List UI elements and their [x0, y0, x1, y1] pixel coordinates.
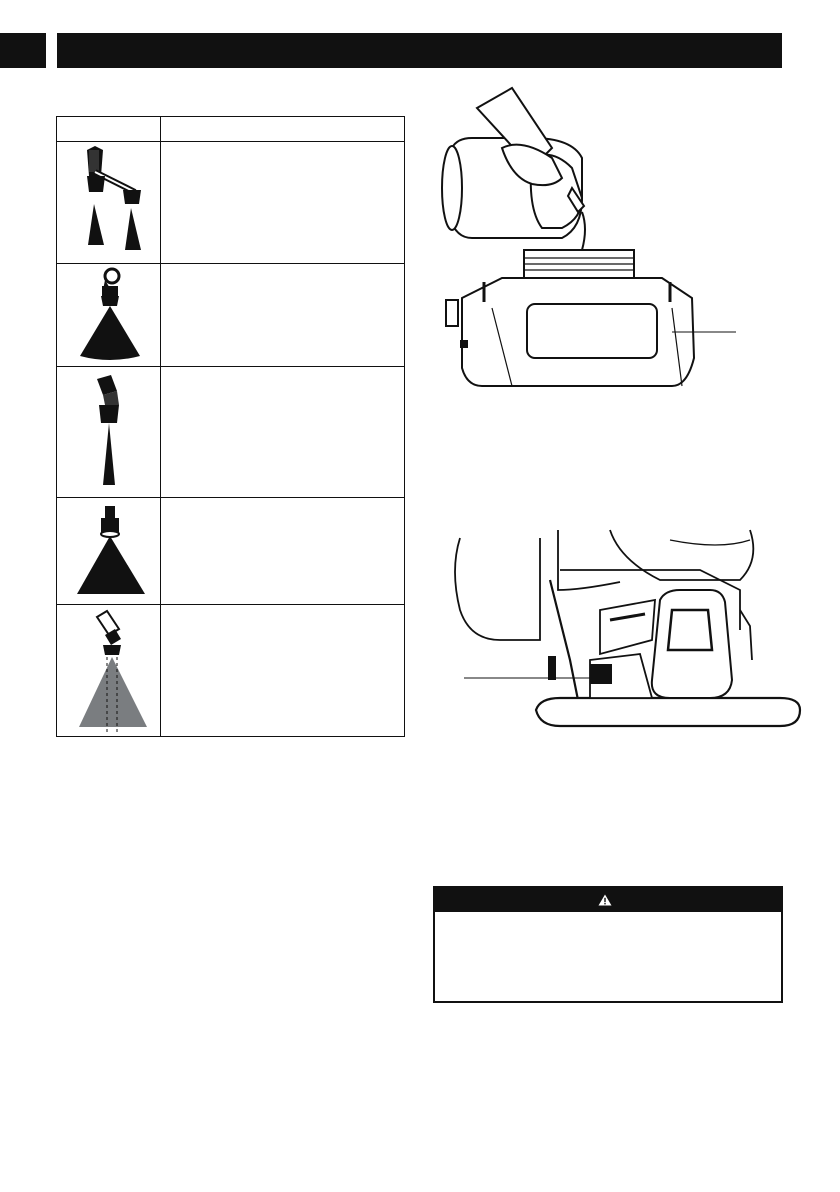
section-tab [0, 33, 46, 68]
table-row [57, 367, 160, 497]
warning-box [433, 886, 783, 1003]
warning-header [435, 888, 781, 912]
nozzle-table [56, 116, 405, 737]
page-header-bar [57, 33, 782, 68]
battery-compartment-illustration [440, 530, 810, 735]
adjustable-nozzle-icon [57, 605, 160, 736]
table-row [57, 142, 160, 263]
table-row [57, 264, 160, 366]
table-row [57, 605, 160, 736]
jet-nozzle-icon [57, 367, 160, 497]
table-row [57, 498, 160, 604]
warning-triangle-icon [598, 894, 612, 906]
wide-fan-nozzle-icon [57, 498, 160, 604]
cone-nozzle-icon [57, 264, 160, 366]
column-divider [160, 117, 161, 736]
double-nozzle-icon [57, 142, 160, 263]
pour-liquid-into-tank-illustration [432, 88, 752, 388]
